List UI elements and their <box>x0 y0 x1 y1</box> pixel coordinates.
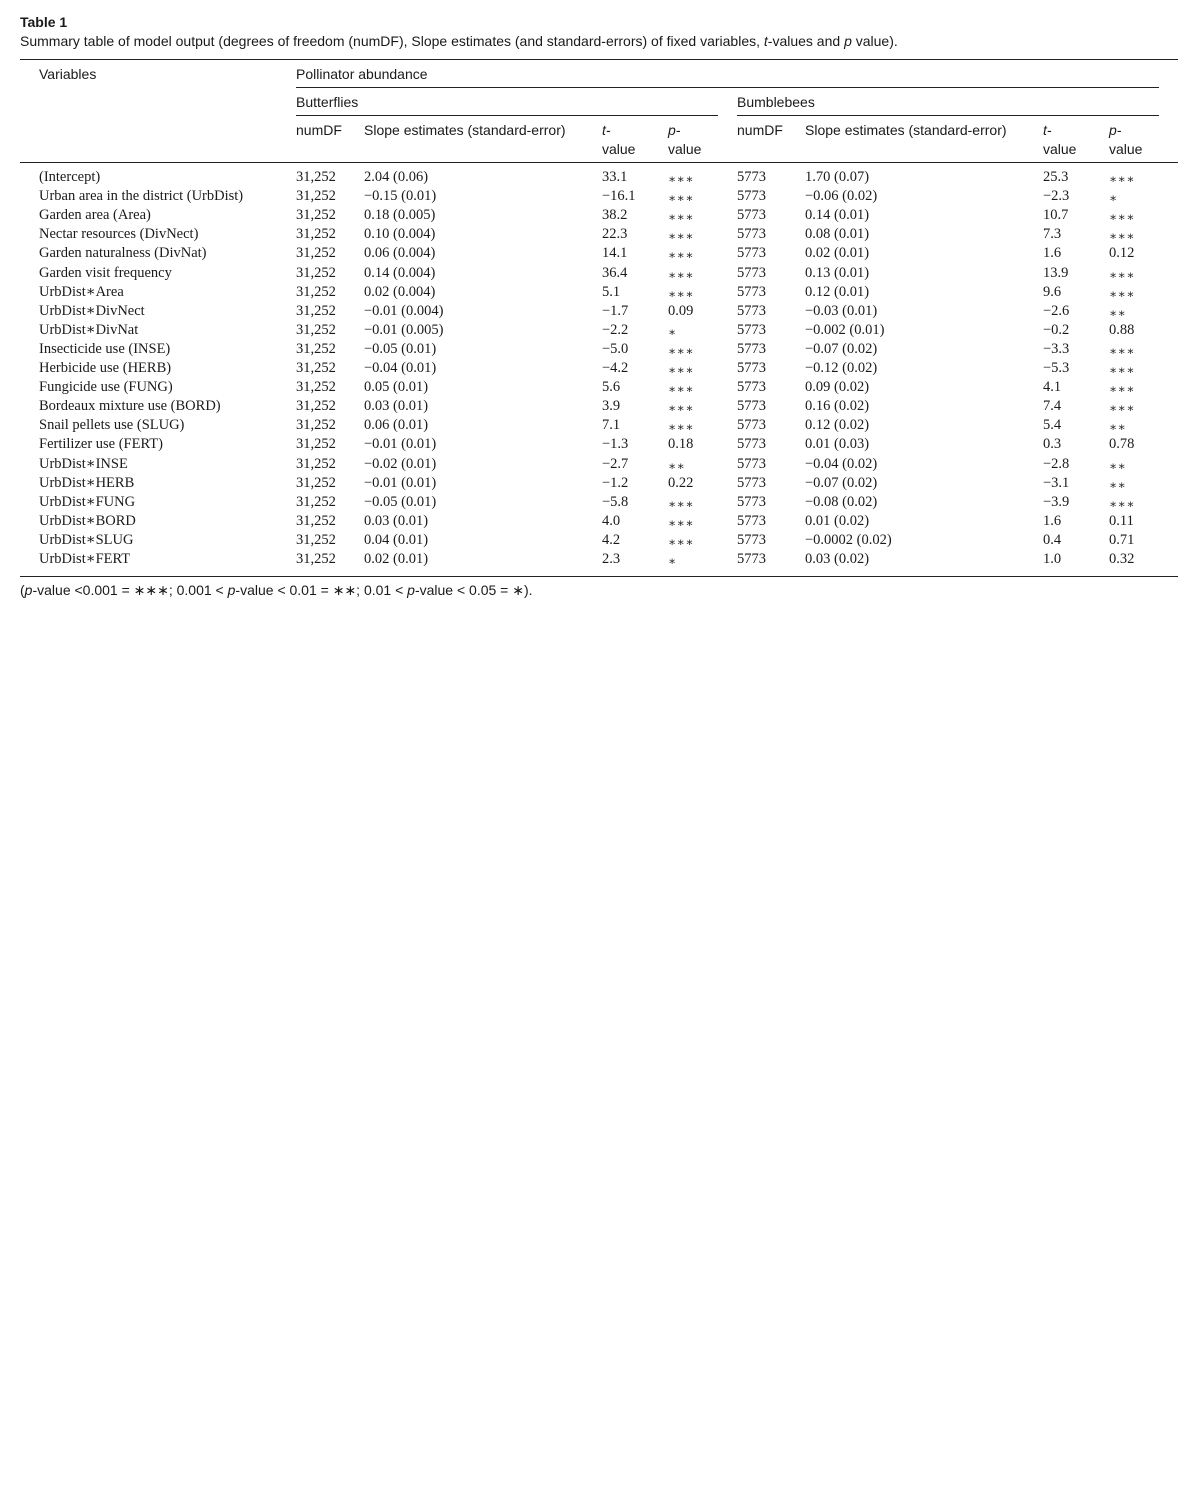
cell-m-t-value: −2.8 <box>1043 455 1070 472</box>
cell-b-t-value: −16.1 <box>602 188 636 205</box>
table-label: Table 1 <box>20 14 68 30</box>
cell-m-t-value: 1.0 <box>1043 551 1062 567</box>
cell-m-t-value: 7.4 <box>1043 398 1062 415</box>
cell-m-p-value: 0.78 <box>1109 436 1135 453</box>
cell-b-t-value: −5.0 <box>602 340 629 357</box>
cell-m-slope: −0.08 (0.02) <box>805 493 878 510</box>
footnote-part: ( <box>20 582 25 598</box>
header-bumblebees: Bumblebees <box>737 94 815 110</box>
cell-m-numdf: 5773 <box>737 455 766 472</box>
cell-b-slope: 0.03 (0.01) <box>364 512 429 529</box>
cell-m-p-value: ∗∗ <box>1109 305 1127 320</box>
cell-variable: Garden area (Area) <box>39 207 151 224</box>
cell-b-t-value: 33.1 <box>602 169 628 185</box>
header-b-p: p- <box>668 122 681 138</box>
cell-b-slope: −0.01 (0.01) <box>364 474 437 491</box>
header-m-slope: Slope estimates (standard-error) <box>805 122 1007 138</box>
cell-b-numdf: 31,252 <box>296 264 336 281</box>
cell-m-numdf: 5773 <box>737 169 766 185</box>
cell-b-t-value: 14.1 <box>602 245 628 262</box>
cell-b-p-value: ∗∗∗ <box>668 267 694 282</box>
cell-b-numdf: 31,252 <box>296 169 336 185</box>
header-m-t: t- <box>1043 122 1052 138</box>
cell-b-p-value: ∗∗∗ <box>668 191 694 206</box>
footnote-part: -value < 0.01 = ∗∗; 0.01 < <box>235 582 408 598</box>
cell-b-numdf: 31,252 <box>296 417 336 434</box>
header-m-p-value: value <box>1109 141 1143 157</box>
cell-b-t-value: −4.2 <box>602 360 629 376</box>
cell-variable: Herbicide use (HERB) <box>39 360 172 376</box>
header-b-p-value: value <box>668 141 702 157</box>
cell-m-slope: −0.04 (0.02) <box>805 455 878 472</box>
cell-m-p-value: ∗∗∗ <box>1109 210 1135 225</box>
cell-m-t-value: 25.3 <box>1043 169 1069 185</box>
cell-b-numdf: 31,252 <box>296 436 336 453</box>
cell-m-slope: −0.002 (0.01) <box>805 321 885 338</box>
cell-b-slope: 0.03 (0.01) <box>364 398 429 415</box>
cell-b-p-value: ∗∗∗ <box>668 210 694 225</box>
cell-b-numdf: 31,252 <box>296 321 336 338</box>
cell-variable: UrbDist∗DivNat <box>39 321 139 338</box>
header-b-numdf: numDF <box>296 122 342 138</box>
cell-variable: UrbDist∗BORD <box>39 512 136 529</box>
cell-b-slope: 0.18 (0.005) <box>364 207 436 224</box>
cell-m-slope: 0.14 (0.01) <box>805 207 870 224</box>
cell-b-t-value: −5.8 <box>602 493 629 510</box>
cell-b-t-value: 5.6 <box>602 379 621 396</box>
cell-b-slope: 2.04 (0.06) <box>364 169 429 185</box>
cell-m-p-value: 0.71 <box>1109 531 1135 548</box>
cell-variable: Urban area in the district (UrbDist) <box>39 188 244 205</box>
header-bottom-rule <box>20 162 1178 163</box>
cell-m-p-value: ∗∗∗ <box>1109 401 1135 416</box>
cell-variable: Garden visit frequency <box>39 264 172 281</box>
cell-m-t-value: 1.6 <box>1043 245 1062 262</box>
cell-m-numdf: 5773 <box>737 226 766 243</box>
cell-m-t-value: 0.4 <box>1043 531 1062 548</box>
cell-b-numdf: 31,252 <box>296 474 336 491</box>
cell-m-slope: −0.07 (0.02) <box>805 474 878 491</box>
cell-m-p-value: ∗∗ <box>1109 420 1127 435</box>
cell-m-numdf: 5773 <box>737 417 766 434</box>
cell-m-numdf: 5773 <box>737 340 766 357</box>
cell-b-p-value: ∗∗∗ <box>668 515 694 530</box>
cell-m-numdf: 5773 <box>737 493 766 510</box>
cell-b-slope: 0.02 (0.004) <box>364 283 436 300</box>
cell-b-numdf: 31,252 <box>296 188 336 205</box>
cell-b-t-value: −1.7 <box>602 302 629 319</box>
cell-m-p-value: 0.11 <box>1109 512 1134 529</box>
cell-m-p-value: ∗∗∗ <box>1109 172 1135 186</box>
cell-m-slope: 0.08 (0.01) <box>805 226 870 243</box>
cell-m-numdf: 5773 <box>737 302 766 319</box>
bumblebees-rule <box>737 115 1159 116</box>
cell-b-slope: −0.04 (0.01) <box>364 360 437 376</box>
cell-m-slope: 0.12 (0.02) <box>805 417 870 434</box>
cell-m-slope: −0.06 (0.02) <box>805 188 878 205</box>
cell-m-numdf: 5773 <box>737 321 766 338</box>
cell-b-t-value: −1.2 <box>602 474 629 491</box>
cell-m-t-value: −2.3 <box>1043 188 1070 205</box>
cell-variable: UrbDist∗INSE <box>39 455 128 472</box>
cell-m-p-value: ∗∗∗ <box>1109 267 1135 282</box>
cell-variable: Nectar resources (DivNect) <box>39 226 199 243</box>
cell-variable: UrbDist∗FERT <box>39 551 131 567</box>
cell-m-numdf: 5773 <box>737 207 766 224</box>
cell-b-numdf: 31,252 <box>296 493 336 510</box>
cell-m-slope: −0.07 (0.02) <box>805 340 878 357</box>
cell-b-slope: −0.05 (0.01) <box>364 340 437 357</box>
cell-m-slope: 0.03 (0.02) <box>805 551 870 567</box>
cell-b-slope: −0.15 (0.01) <box>364 188 437 205</box>
top-rule <box>20 59 1178 60</box>
cell-m-p-value: ∗ <box>1109 191 1118 206</box>
header-butterflies: Butterflies <box>296 94 359 110</box>
cell-b-p-value: ∗∗∗ <box>668 496 694 511</box>
cell-b-numdf: 31,252 <box>296 531 336 548</box>
cell-m-numdf: 5773 <box>737 379 766 396</box>
cell-m-slope: 0.12 (0.01) <box>805 283 870 300</box>
cell-b-slope: 0.06 (0.004) <box>364 245 436 262</box>
caption-part: t <box>763 33 768 49</box>
cell-m-t-value: 5.4 <box>1043 417 1062 434</box>
cell-b-numdf: 31,252 <box>296 512 336 529</box>
cell-b-p-value: ∗∗∗ <box>668 343 694 358</box>
header-b-t: t- <box>602 122 611 138</box>
cell-b-p-value: ∗∗∗ <box>668 286 694 301</box>
cell-m-slope: 0.16 (0.02) <box>805 398 870 415</box>
cell-b-t-value: 4.0 <box>602 512 621 529</box>
cell-b-slope: −0.01 (0.005) <box>364 321 444 338</box>
cell-m-t-value: 7.3 <box>1043 226 1062 243</box>
cell-m-numdf: 5773 <box>737 436 766 453</box>
cell-m-numdf: 5773 <box>737 512 766 529</box>
cell-m-t-value: 0.3 <box>1043 436 1062 453</box>
cell-b-t-value: 38.2 <box>602 207 628 224</box>
cell-m-p-value: 0.12 <box>1109 245 1135 262</box>
cell-m-p-value: ∗∗ <box>1109 477 1127 492</box>
cell-b-slope: 0.14 (0.004) <box>364 264 436 281</box>
cell-b-slope: −0.01 (0.004) <box>364 302 444 319</box>
cell-m-slope: 0.13 (0.01) <box>805 264 870 281</box>
cell-b-t-value: 5.1 <box>602 283 621 300</box>
cell-b-p-value: ∗ <box>668 324 677 339</box>
cell-m-p-value: ∗∗∗ <box>1109 382 1135 397</box>
cell-b-numdf: 31,252 <box>296 360 336 376</box>
cell-b-numdf: 31,252 <box>296 226 336 243</box>
cell-m-numdf: 5773 <box>737 360 766 376</box>
cell-b-p-value: ∗ <box>668 554 677 568</box>
table-footnote <box>20 582 533 599</box>
cell-variable: UrbDist∗DivNect <box>39 302 145 319</box>
cell-b-p-value: ∗∗∗ <box>668 229 694 244</box>
cell-b-p-value: 0.18 <box>668 436 694 453</box>
cell-m-numdf: 5773 <box>737 245 766 262</box>
cell-b-numdf: 31,252 <box>296 283 336 300</box>
cell-m-p-value: ∗∗∗ <box>1109 286 1135 301</box>
cell-variable: Insecticide use (INSE) <box>39 340 171 357</box>
cell-b-slope: 0.06 (0.01) <box>364 417 429 434</box>
cell-m-slope: −0.03 (0.01) <box>805 302 878 319</box>
cell-b-t-value: −2.2 <box>602 321 629 338</box>
cell-b-t-value: 4.2 <box>602 531 621 548</box>
cell-m-t-value: 13.9 <box>1043 264 1069 281</box>
cell-m-p-value: ∗∗∗ <box>1109 343 1135 358</box>
cell-m-slope: −0.12 (0.02) <box>805 360 878 376</box>
cell-variable: UrbDist∗FUNG <box>39 493 136 510</box>
cell-m-p-value: ∗∗∗ <box>1109 496 1135 511</box>
cell-m-slope: 0.02 (0.01) <box>805 245 870 262</box>
cell-m-numdf: 5773 <box>737 264 766 281</box>
cell-variable: UrbDist∗Area <box>39 283 124 300</box>
cell-variable: Garden naturalness (DivNat) <box>39 245 207 262</box>
butterflies-rule <box>296 115 718 116</box>
cell-b-p-value: ∗∗ <box>668 458 686 473</box>
bottom-rule <box>20 576 1178 577</box>
cell-b-p-value: ∗∗∗ <box>668 248 694 263</box>
cell-b-numdf: 31,252 <box>296 302 336 319</box>
cell-b-p-value: ∗∗∗ <box>668 363 694 377</box>
cell-b-slope: −0.05 (0.01) <box>364 493 437 510</box>
cell-m-slope: 0.01 (0.03) <box>805 436 870 453</box>
cell-b-numdf: 31,252 <box>296 455 336 472</box>
header-m-numdf: numDF <box>737 122 783 138</box>
footnote-part: -value <0.001 = ∗∗∗; 0.001 < <box>32 582 228 598</box>
cell-b-slope: −0.01 (0.01) <box>364 436 437 453</box>
caption-part: value). <box>851 33 898 49</box>
cell-m-p-value: 0.88 <box>1109 321 1135 338</box>
cell-b-t-value: −1.3 <box>602 436 629 453</box>
caption-part: p <box>844 33 852 49</box>
cell-b-t-value: 3.9 <box>602 398 621 415</box>
cell-m-t-value: 1.6 <box>1043 512 1062 529</box>
cell-m-p-value: ∗∗∗ <box>1109 363 1135 377</box>
cell-b-slope: 0.05 (0.01) <box>364 379 429 396</box>
cell-m-slope: 0.01 (0.02) <box>805 512 870 529</box>
cell-b-p-value: ∗∗∗ <box>668 534 694 549</box>
group-rule <box>296 87 1159 88</box>
header-m-p: p- <box>1109 122 1122 138</box>
footnote-part: -value < 0.05 = ∗). <box>414 582 533 598</box>
cell-m-numdf: 5773 <box>737 398 766 415</box>
footnote-part: p <box>24 582 33 598</box>
table-caption <box>20 33 898 49</box>
cell-b-slope: 0.04 (0.01) <box>364 531 429 548</box>
cell-b-p-value: ∗∗∗ <box>668 420 694 435</box>
cell-m-numdf: 5773 <box>737 531 766 548</box>
cell-b-p-value: ∗∗∗ <box>668 401 694 416</box>
cell-variable: UrbDist∗HERB <box>39 474 135 491</box>
header-b-t-value: value <box>602 141 636 157</box>
cell-b-t-value: 7.1 <box>602 417 621 434</box>
header-variables: Variables <box>39 66 97 82</box>
cell-m-slope: 1.70 (0.07) <box>805 169 870 185</box>
cell-m-numdf: 5773 <box>737 474 766 491</box>
cell-b-p-value: ∗∗∗ <box>668 382 694 397</box>
cell-variable: Fertilizer use (FERT) <box>39 436 163 453</box>
cell-b-p-value: 0.09 <box>668 302 694 319</box>
cell-b-numdf: 31,252 <box>296 398 336 415</box>
cell-m-t-value: −2.6 <box>1043 302 1070 319</box>
cell-m-t-value: 10.7 <box>1043 207 1069 224</box>
cell-b-numdf: 31,252 <box>296 207 336 224</box>
cell-b-slope: 0.10 (0.004) <box>364 226 436 243</box>
cell-m-t-value: −3.9 <box>1043 493 1070 510</box>
cell-variable: Fungicide use (FUNG) <box>39 379 173 396</box>
cell-m-numdf: 5773 <box>737 283 766 300</box>
cell-b-t-value: 36.4 <box>602 264 628 281</box>
cell-variable: Bordeaux mixture use (BORD) <box>39 398 221 415</box>
caption-part: -values and <box>767 33 845 49</box>
footnote-part: p <box>407 582 415 598</box>
cell-m-slope: −0.0002 (0.02) <box>805 531 892 548</box>
cell-m-t-value: −3.1 <box>1043 474 1070 491</box>
cell-b-t-value: −2.7 <box>602 455 629 472</box>
header-group: Pollinator abundance <box>296 66 428 82</box>
cell-m-t-value: 9.6 <box>1043 283 1062 300</box>
cell-b-t-value: 2.3 <box>602 551 621 567</box>
cell-b-p-value: ∗∗∗ <box>668 172 694 186</box>
cell-b-numdf: 31,252 <box>296 379 336 396</box>
cell-b-t-value: 22.3 <box>602 226 628 243</box>
header-b-slope: Slope estimates (standard-error) <box>364 122 566 138</box>
cell-b-p-value: 0.22 <box>668 474 694 491</box>
cell-variable: UrbDist∗SLUG <box>39 531 134 548</box>
cell-variable: (Intercept) <box>39 169 101 185</box>
cell-b-numdf: 31,252 <box>296 245 336 262</box>
cell-variable: Snail pellets use (SLUG) <box>39 417 185 434</box>
cell-m-slope: 0.09 (0.02) <box>805 379 870 396</box>
cell-b-slope: −0.02 (0.01) <box>364 455 437 472</box>
cell-m-p-value: 0.32 <box>1109 551 1135 567</box>
cell-m-p-value: ∗∗ <box>1109 458 1127 473</box>
cell-b-numdf: 31,252 <box>296 551 336 567</box>
cell-m-t-value: −3.3 <box>1043 340 1070 357</box>
cell-m-numdf: 5773 <box>737 188 766 205</box>
caption-part: Summary table of model output (degrees of freedom (numDF), Slope estimates (and standard-errors) of fixed variables, <box>20 33 764 49</box>
cell-b-slope: 0.02 (0.01) <box>364 551 429 567</box>
cell-m-numdf: 5773 <box>737 551 766 567</box>
cell-m-t-value: −0.2 <box>1043 321 1070 338</box>
cell-m-p-value: ∗∗∗ <box>1109 229 1135 244</box>
footnote-part: p <box>227 582 236 598</box>
header-m-t-value: value <box>1043 141 1077 157</box>
cell-m-t-value: 4.1 <box>1043 379 1062 396</box>
cell-m-t-value: −5.3 <box>1043 360 1070 376</box>
cell-b-numdf: 31,252 <box>296 340 336 357</box>
